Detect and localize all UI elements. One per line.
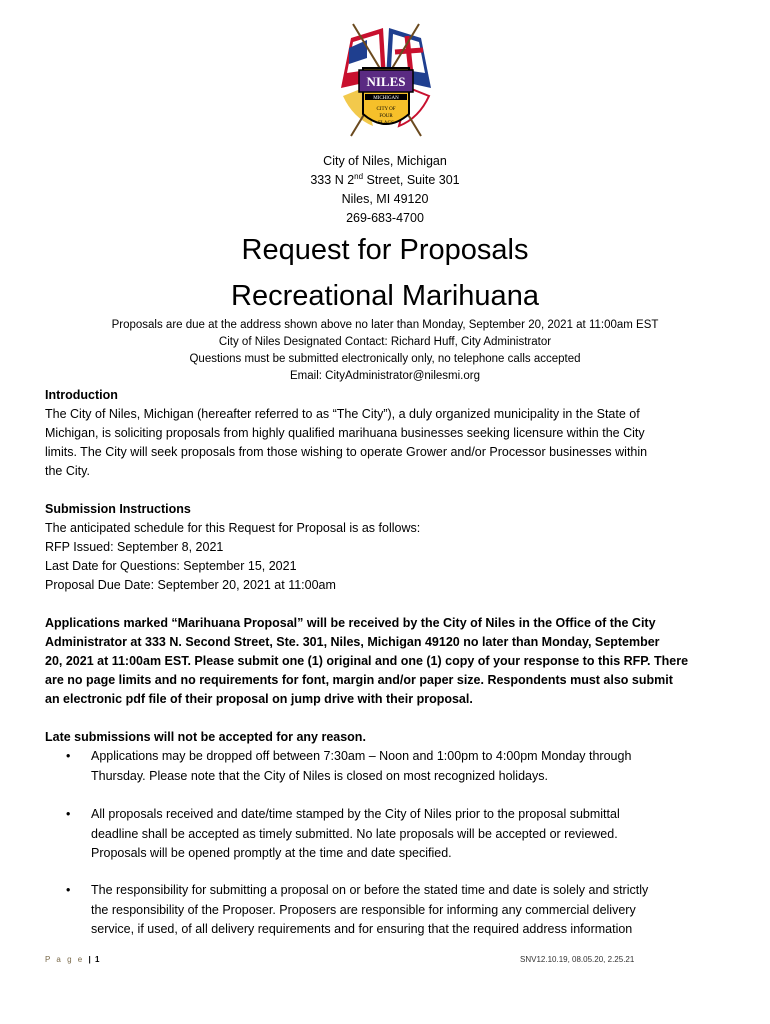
bullet-icon: • <box>66 807 71 821</box>
submission-heading: Submission Instructions <box>45 502 191 516</box>
list-item <box>66 747 716 786</box>
applications-line: 20, 2021 at 11:00am EST. Please submit one (1) original and one (1) copy of your response to this RFP. There <box>45 654 689 668</box>
applications-line: Administrator at 333 N. Second Street, Ste. 301, Niles, Michigan 49120 no later than Monday, September <box>45 635 660 649</box>
document-subtitle: Recreational Marihuana <box>231 280 539 312</box>
bullet-icon: • <box>66 883 71 897</box>
designated-contact: City of Niles Designated Contact: Richard Huff, City Administrator <box>218 336 552 348</box>
svg-text:CITY OF: CITY OF <box>376 107 396 112</box>
introduction-line: The City of Niles, Michigan (hereafter referred to as “The City”), a duly organized municipality in the State of <box>45 407 640 421</box>
contact-email: Email: CityAdministrator@nilesmi.org <box>290 370 480 382</box>
list-item-line: Thursday. Please note that the City of Niles is closed on most recognized holidays. <box>91 768 548 783</box>
applications-line: are no page limits and no requirements for font, margin and/or paper size. Respondents must also submit <box>45 673 673 687</box>
applications-line: Applications marked “Marihuana Proposal” will be received by the City of Niles in the Office of the City <box>45 616 656 630</box>
introduction-line: Michigan, is soliciting proposals from highly qualified marihuana businesses seeking licensure within the City <box>45 426 645 440</box>
questions-notice: Questions must be submitted electronically only, no telephone calls accepted <box>189 353 581 365</box>
page-number-footer <box>45 955 99 964</box>
proposal-due-date: Proposal Due Date: September 20, 2021 at 11:00am <box>45 578 336 592</box>
list-item-line: service, if used, of all delivery requirements and for ensuring that the required address information <box>91 922 633 936</box>
page-number: 1 <box>94 955 100 964</box>
phone-number: 269-683-4700 <box>346 211 424 225</box>
introduction-line: the City. <box>45 464 90 478</box>
address-line-1: City of Niles, Michigan <box>323 154 447 168</box>
introduction-line: limits. The City will seek proposals from those wishing to operate Grower and/or Processor businesses within <box>45 445 648 459</box>
address-line-2: 333 N 2nd Street, Suite 301 <box>310 171 460 187</box>
city-seal-icon <box>333 18 439 146</box>
list-item-line: deadline shall be accepted as timely submitted. No late proposals will be accepted or reviewed. <box>91 826 618 841</box>
list-item-line: All proposals received and date/time stamped by the City of Niles prior to the proposal submittal <box>91 807 620 821</box>
document-title: Request for Proposals <box>241 234 529 266</box>
list-item <box>66 881 716 940</box>
address-line-3: Niles, MI 49120 <box>341 192 429 206</box>
page-separator: | <box>88 955 91 964</box>
svg-text:MICHIGAN: MICHIGAN <box>373 96 399 101</box>
schedule-intro: The anticipated schedule for this Request for Proposal is as follows: <box>45 521 421 535</box>
svg-text:FLAGS: FLAGS <box>378 121 394 126</box>
page-label: P a g e <box>45 955 85 964</box>
list-item-line: Proposals will be opened promptly at the time and date specified. <box>91 846 452 860</box>
late-submissions-heading: Late submissions will not be accepted for any reason. <box>45 730 366 744</box>
applications-line: an electronic pdf file of their proposal on jump drive with their proposal. <box>45 692 473 706</box>
due-date-notice: Proposals are due at the address shown above no later than Monday, September 20, 2021 at 11:00am EST <box>111 319 659 331</box>
introduction-heading: Introduction <box>45 388 118 402</box>
questions-deadline: Last Date for Questions: September 15, 2021 <box>45 559 297 573</box>
list-item-line: Applications may be dropped off between 7:30am – Noon and 1:00pm to 4:00pm Monday through <box>91 749 632 763</box>
bullet-icon: • <box>66 749 71 763</box>
svg-text:FOUR: FOUR <box>379 114 393 119</box>
rfp-issued-date: RFP Issued: September 8, 2021 <box>45 540 224 554</box>
revision-code: SNV12.10.19, 08.05.20, 2.25.21 <box>520 955 635 964</box>
list-item-line: the responsibility of the Proposer. Proposers are responsible for informing any commercial delivery <box>91 902 636 917</box>
list-item-line: The responsibility for submitting a proposal on or before the stated time and date is solely and strictly <box>91 883 649 897</box>
svg-text:NILES: NILES <box>366 74 406 89</box>
list-item <box>66 805 716 864</box>
